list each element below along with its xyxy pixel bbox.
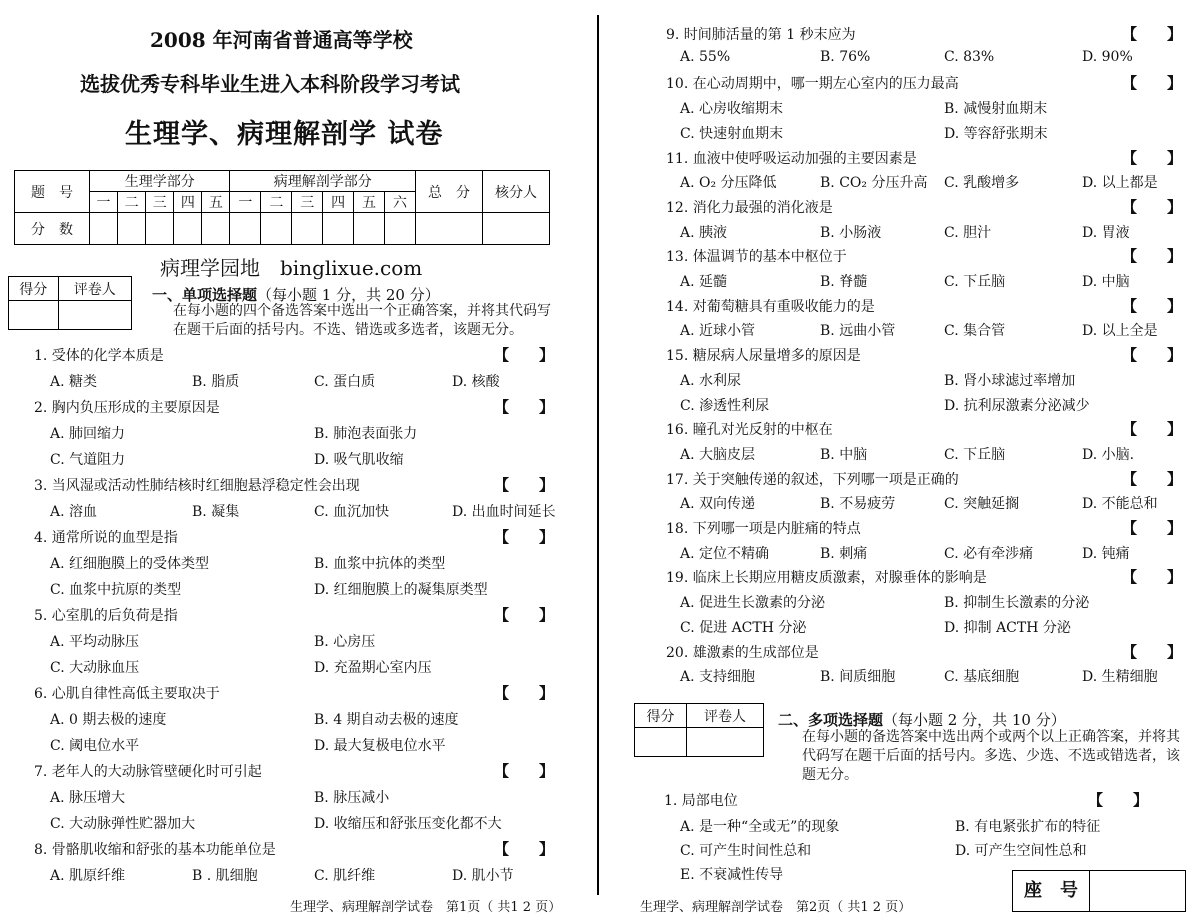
option-a: A. 溶血 [50,504,98,520]
option-d: D. 不能总和 [1082,496,1158,513]
question-stem: 7. 老年人的大动脉管壁硬化时可引起 [34,764,262,780]
option-a: A. 肺回缩力 [50,426,126,442]
option-c: C. 蛋白质 [314,374,376,390]
option-b: B. 脉压减小 [314,790,390,806]
option-d: D. 抗利尿激素分泌减少 [944,397,1090,414]
option-c: C. 大动脉弹性贮器加大 [50,816,196,832]
grader-box-left [8,276,132,330]
answer-bracket[interactable]: 【 】 [494,606,555,624]
option-b: B. CO₂ 分压升高 [820,175,928,192]
exam-title-line2: 选拔优秀专科毕业生进入本科阶段学习考试 [80,72,460,96]
option-b: B. 抑制生长激素的分泌 [944,595,1090,612]
patho-col: 四 [323,192,354,213]
answer-bracket[interactable]: 【 】 [494,840,555,858]
physio-col: 五 [202,192,230,213]
grader-score-cell[interactable] [9,301,59,330]
grader-score-label: 得分 [635,704,687,728]
option-b: B. 间质细胞 [820,669,896,686]
seat-input-cell[interactable] [1091,871,1185,911]
option-c: C. 大动脉血压 [50,660,140,676]
patho-group-header: 病理解剖学部分 [230,171,416,192]
option-b: B. 脊髓 [820,274,868,290]
question-stem: 8. 骨骼肌收缩和舒张的基本功能单位是 [34,842,276,858]
option-d: D. 等容舒张期末 [944,125,1048,142]
option-d: D. 胃液 [1082,224,1130,241]
option-a: A. 大脑皮层 [680,446,756,463]
option-a: A. 平均动脉压 [50,634,140,650]
footer-right: 生理学、病理解剖学试卷 第2页（ 共1 2 页） [640,900,912,915]
score-cell[interactable] [416,213,483,245]
grader-box-right [634,703,764,757]
option-a: A. 是一种“全或无”的现象 [680,819,840,835]
grader-name-cell[interactable] [686,728,763,757]
score-table-row2-label: 分 数 [15,213,90,245]
answer-bracket[interactable]: 【 】 [1122,568,1183,587]
question-stem: 17. 关于突触传递的叙述，下列哪一项是正确的 [666,471,959,488]
section2-instructions: 在每小题的备选答案中选出两个或两个以上正确答案，并将其代码写在题干后面的括号内。多选、少选、不选或错选者，该题无分。 [802,729,1180,783]
answer-bracket[interactable]: 【 】 [1122,25,1183,43]
multi-question-1: 1. 局部电位 [664,793,738,809]
option-c: C. 肌纤维 [314,868,376,884]
option-c: C. 下丘脑 [944,446,1006,463]
question-stem: 2. 胸内负压形成的主要原因是 [34,400,220,416]
option-c: C. 基底细胞 [944,669,1020,686]
grader-name-label: 评卷人 [58,277,131,301]
seat-box [1012,870,1186,912]
physio-col: 三 [146,192,174,213]
option-b: B. 凝集 [192,504,240,520]
section1-instructions: 在每小题的四个备选答案中选出一个正确答案，并将其代码写在题干后面的括号内。不选、错选或多选者，该题无分。 [173,303,551,338]
option-c: C. 83% [944,48,995,65]
answer-bracket[interactable]: 【 】 [1122,148,1183,167]
question-stem: 5. 心室肌的后负荷是指 [34,608,178,624]
option-c: C. 血浆中抗原的类型 [50,582,182,598]
section2-heading [778,709,1066,730]
answer-bracket[interactable]: 【 】 [494,762,555,780]
option-d: D. 红细胞膜上的凝集原类型 [314,582,488,598]
section2-title: 二、多项选择题 [778,711,884,729]
patho-col: 三 [292,192,323,213]
option-c: C. 集合管 [944,323,1006,340]
option-c: C. 突触延搁 [944,496,1020,513]
option-a: A. 红细胞膜上的受体类型 [50,556,210,572]
option-d: D. 收缩压和舒张压变化都不大 [314,816,502,832]
answer-bracket[interactable]: 【 】 [494,346,555,364]
option-b: B. 中脑 [820,446,868,463]
answer-bracket[interactable]: 【 】 [1088,791,1149,809]
option-a: A. 糖类 [50,374,98,390]
option-b: B. 血浆中抗体的类型 [314,556,446,572]
score-table-row1-label: 题 号 [15,171,90,213]
score-cell[interactable] [90,213,118,245]
option-a: A. 定位不精确 [680,545,770,562]
option-c: C. 促进 ACTH 分泌 [680,619,807,636]
score-cell[interactable] [261,213,292,245]
option-a: A. 延髓 [680,274,728,290]
option-b: B. 减慢射血期末 [944,101,1048,118]
physio-col: 四 [174,192,202,213]
option-b: B. 刺痛 [820,545,868,562]
answer-bracket[interactable]: 【 】 [494,528,555,546]
option-d: D. 以上都是 [1082,175,1158,192]
grader-score-label: 得分 [9,277,59,301]
option-d: D. 最大复极电位水平 [314,738,446,754]
score-cell[interactable] [146,213,174,245]
score-cell[interactable] [230,213,261,245]
question-stem: 10. 在心动周期中，哪一期左心室内的压力最高 [666,76,959,93]
option-c: C. 血沉加快 [314,504,390,520]
score-cell[interactable] [354,213,385,245]
option-d: D. 抑制 ACTH 分泌 [944,619,1071,636]
option-b: B. 心房压 [314,634,376,650]
patho-col: 五 [354,192,385,213]
section1-title: 一、单项选择题 [152,286,258,304]
option-a: A. 0 期去极的速度 [50,712,167,728]
score-cell[interactable] [385,213,416,245]
physio-col: 一 [90,192,118,213]
option-c: C. 快速射血期末 [680,125,784,142]
page-divider [597,15,599,895]
option-d: D. 核酸 [452,374,500,390]
question-stem: 6. 心肌自律性高低主要取决于 [34,686,220,702]
option-c: C. 必有牵涉痛 [944,545,1034,562]
option-a: A. 双向传递 [680,496,756,513]
question-stem: 19. 临床上长期应用糖皮质激素，对腺垂体的影响是 [666,570,987,587]
question-stem: 14. 对葡萄糖具有重吸收能力的是 [666,298,875,315]
seat-label: 座 号 [1013,871,1090,911]
grader-name-cell[interactable] [58,301,131,330]
physio-col: 二 [118,192,146,213]
option-a: A. 支持细胞 [680,669,756,686]
answer-bracket[interactable]: 【 】 [1122,420,1183,439]
option-d: D. 小脑. [1082,446,1135,463]
option-a: A. 肌原纤维 [50,868,126,884]
score-cell[interactable] [174,213,202,245]
patho-col: 二 [261,192,292,213]
grader-score-cell[interactable] [635,728,687,757]
section2-note: （每小题 2 分，共 10 分） [883,711,1066,729]
question-stem: 12. 消化力最强的消化液是 [666,199,833,216]
option-b: B. 肾小球滤过率增加 [944,372,1076,389]
question-stem: 18. 下列哪一项是内脏痛的特点 [666,521,861,537]
answer-bracket[interactable]: 【 】 [1122,247,1183,266]
option-b: B. 远曲小管 [820,323,896,340]
option-a: A. 促进生长激素的分泌 [680,595,826,612]
answer-bracket[interactable]: 【 】 [1122,296,1183,315]
option-c: C. 乳酸增多 [944,175,1020,192]
score-table [14,170,550,245]
option-a: A. 55% [680,48,731,65]
answer-bracket[interactable]: 【 】 [1122,197,1183,216]
question-stem: 3. 当风湿或活动性肺结核时红细胞悬浮稳定性会出现 [34,478,360,494]
option-c: C. 阈电位水平 [50,738,140,754]
option-c: C. 可产生时间性总和 [680,843,812,859]
option-a: A. 胰液 [680,224,728,241]
score-cell[interactable] [323,213,354,245]
answer-bracket[interactable]: 【 】 [494,476,555,494]
option-b: B. 肺泡表面张力 [314,426,418,442]
option-b: B. 4 期自动去极的速度 [314,712,459,728]
answer-bracket[interactable]: 【 】 [494,684,555,702]
option-c: C. 下丘脑 [944,274,1006,290]
question-stem: 15. 糖尿病人尿量增多的原因是 [666,348,861,365]
option-b: B. 小肠液 [820,224,882,241]
option-a: A. 心房收缩期末 [680,101,784,118]
option-d: D. 90% [1082,48,1133,65]
watermark-text: 病理学园地 binglixue.com [160,256,423,280]
question-stem: 13. 体温调节的基本中枢位于 [666,249,847,266]
score-cell[interactable] [292,213,323,245]
option-d: D. 吸气肌收缩 [314,452,404,468]
score-cell[interactable] [483,213,550,245]
answer-bracket[interactable]: 【 】 [494,398,555,416]
option-a: A. O₂ 分压降低 [680,175,777,192]
option-c: C. 胆汁 [944,224,992,241]
option-d: D. 肌小节 [452,868,514,884]
total-header: 总 分 [416,171,483,213]
option-d: D. 中脑 [1082,274,1130,290]
exam-title-main: 生理学、病理解剖学 试卷 [125,119,444,150]
answer-bracket[interactable]: 【 】 [1122,519,1183,537]
option-d: D. 出血时间延长 [452,504,556,520]
answer-bracket[interactable]: 【 】 [1122,346,1183,365]
option-c: C. 气道阻力 [50,452,126,468]
option-b: B. 76% [820,48,871,65]
section1-note: （每小题 1 分，共 20 分） [257,286,440,304]
option-d: D. 可产生空间性总和 [955,843,1087,859]
option-b: B. 脂质 [192,374,240,390]
physio-group-header: 生理学部分 [90,171,230,192]
option-b: B . 肌细胞 [192,868,258,884]
grader-name-label: 评卷人 [686,704,763,728]
option-b: B. 不易疲劳 [820,496,896,513]
exam-title-line1: 2008 年河南省普通高等学校 [150,28,413,52]
option-d: D. 生精细胞 [1082,669,1158,686]
score-cell[interactable] [118,213,146,245]
question-stem: 20. 雄激素的生成部位是 [666,644,819,661]
checker-header: 核分人 [483,171,550,213]
option-a: A. 脉压增大 [50,790,126,806]
question-stem: 4. 通常所说的血型是指 [34,530,178,546]
option-e: E. 不衰减性传导 [680,867,784,883]
option-d: D. 以上全是 [1082,323,1158,340]
option-a: A. 水利尿 [680,372,742,389]
patho-col: 一 [230,192,261,213]
patho-col: 六 [385,192,416,213]
footer-left: 生理学、病理解剖学试卷 第1页（ 共1 2 页） [290,900,562,915]
answer-bracket[interactable]: 【 】 [1122,74,1183,93]
option-c: C. 渗透性利尿 [680,397,770,414]
answer-bracket[interactable]: 【 】 [1122,642,1183,661]
question-stem: 1. 受体的化学本质是 [34,348,164,364]
option-d: D. 充盈期心室内压 [314,660,432,676]
option-d: D. 钝痛 [1082,545,1130,562]
option-b: B. 有电紧张扩布的特征 [955,819,1101,835]
question-stem: 16. 瞳孔对光反射的中枢在 [666,422,833,439]
question-stem: 9. 时间肺活量的第 1 秒末应为 [666,27,856,43]
option-a: A. 近球小管 [680,323,756,340]
question-stem: 11. 血液中使呼吸运动加强的主要因素是 [666,150,917,167]
answer-bracket[interactable]: 【 】 [1122,469,1183,488]
score-cell[interactable] [202,213,230,245]
